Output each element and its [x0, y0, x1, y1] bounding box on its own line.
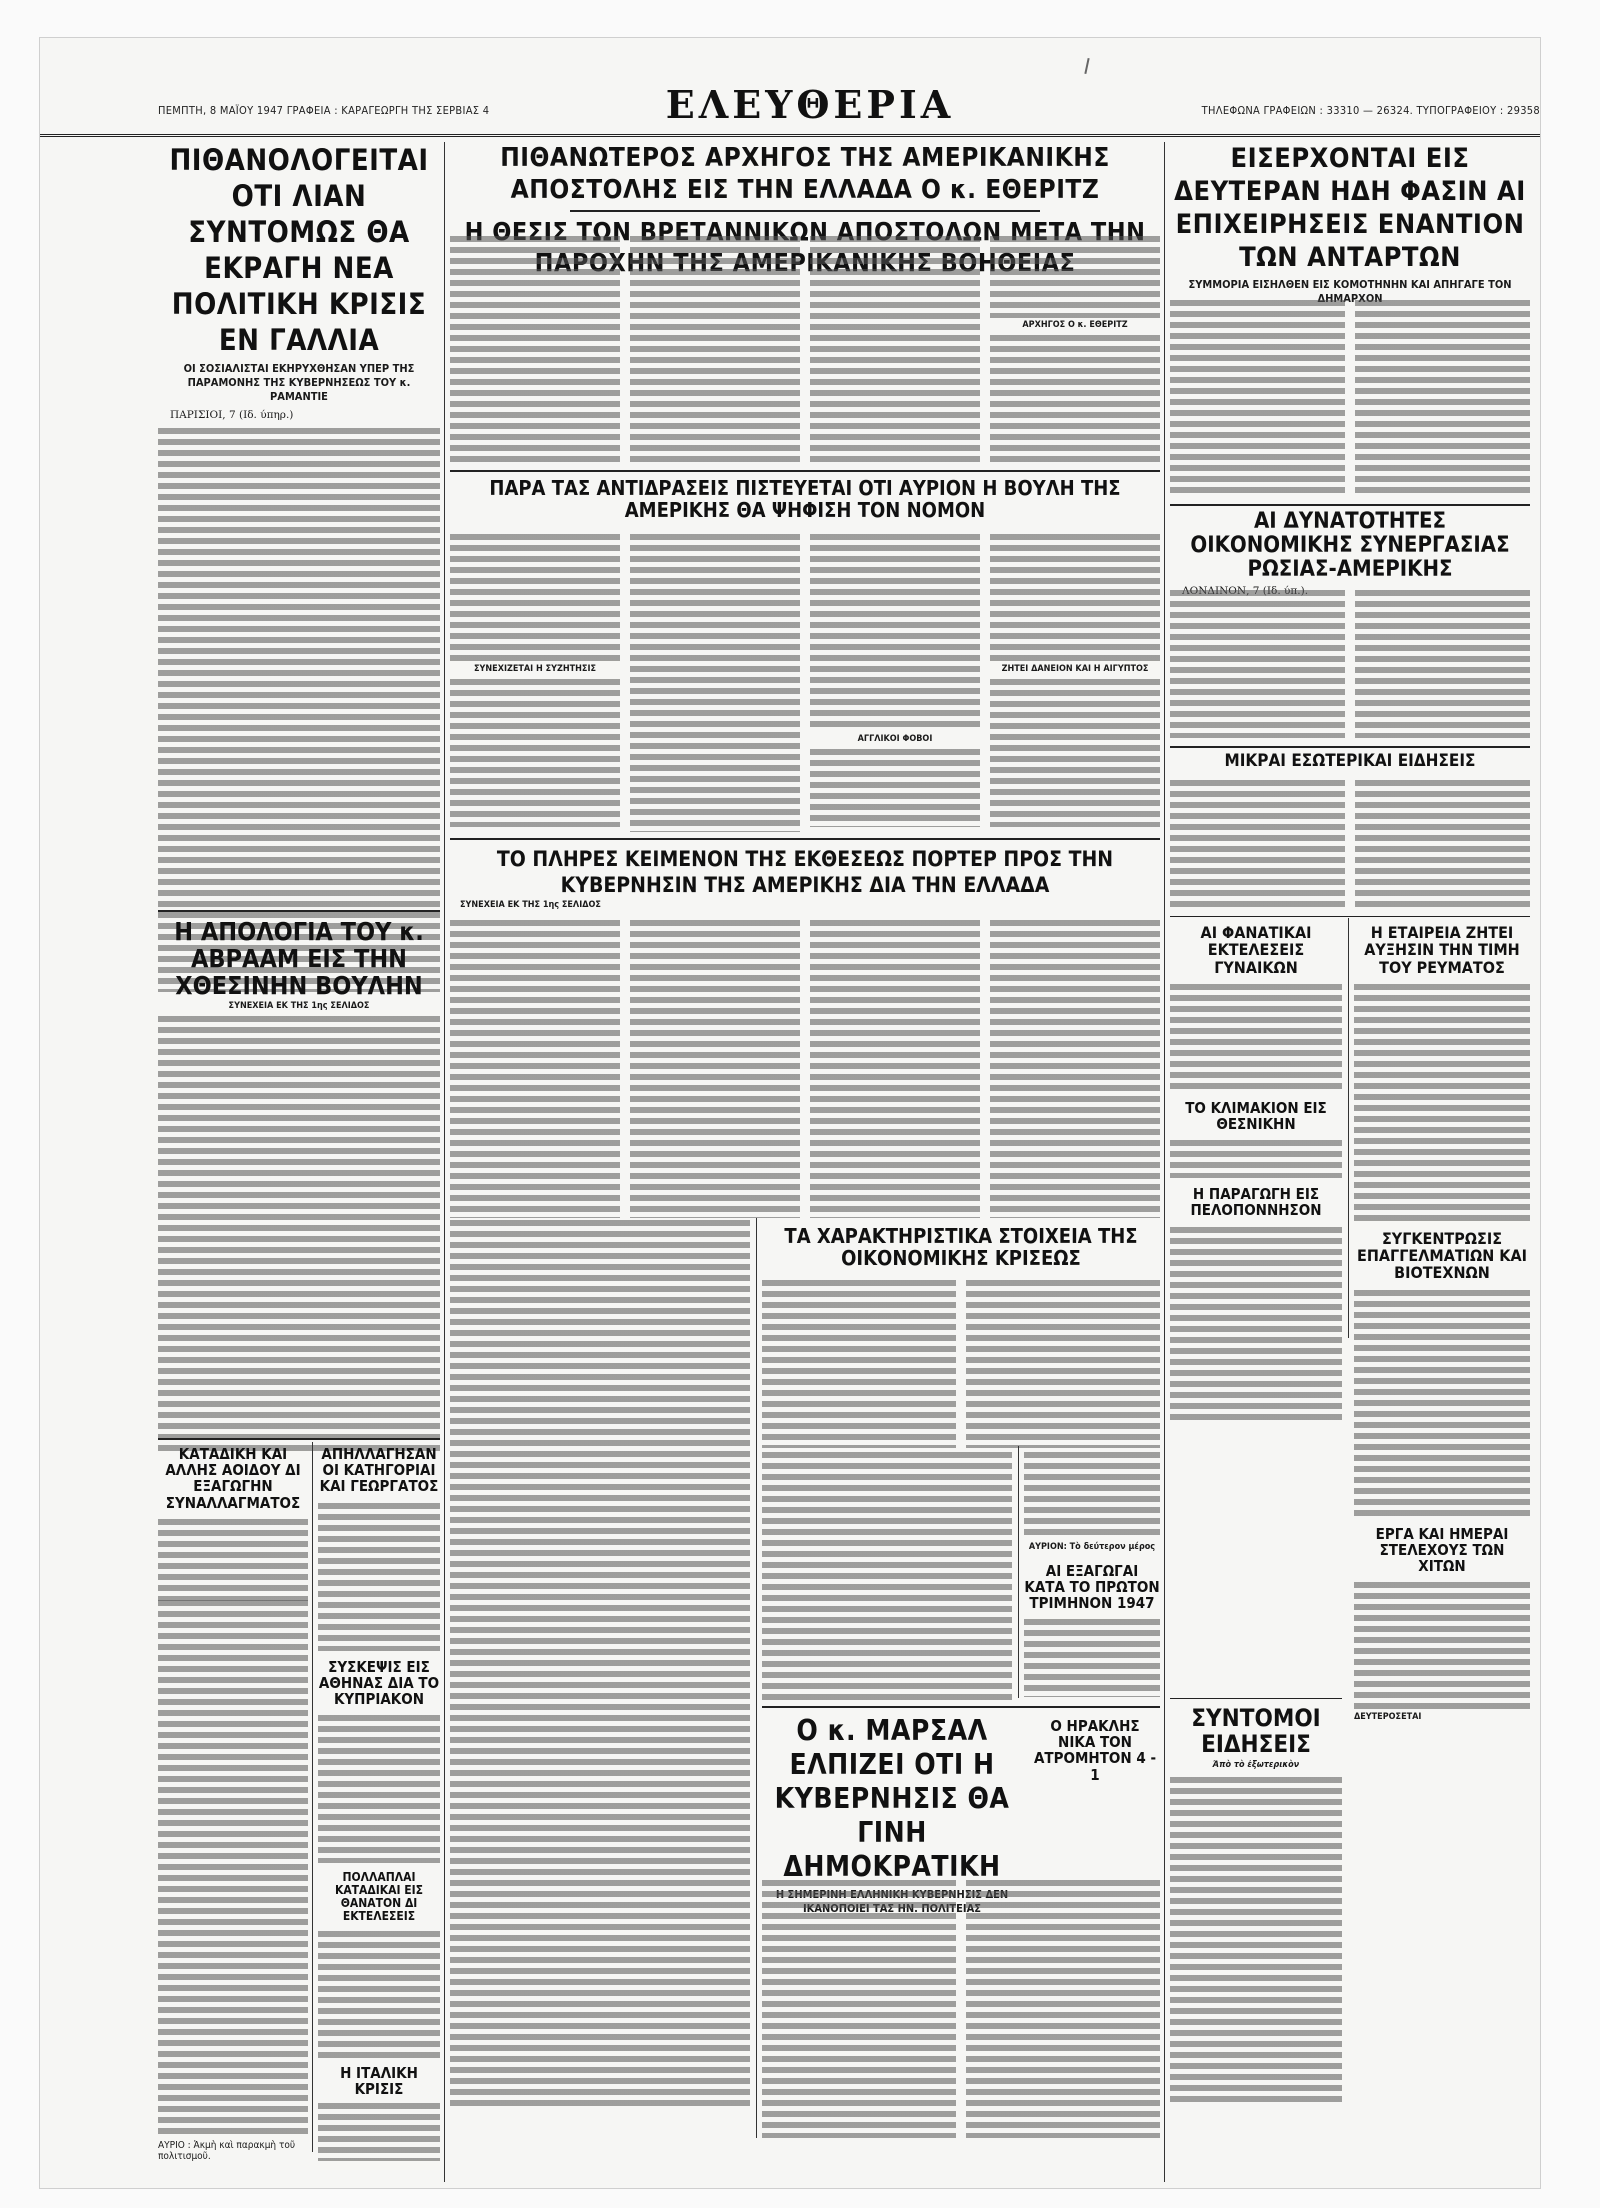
column-rule [1348, 918, 1349, 1338]
article-etheritz-body [450, 234, 1160, 464]
article-body [810, 747, 980, 827]
article-body [450, 234, 620, 464]
vote-subhead-2: ΑΓΓΛΙΚΟΙ ΦΟΒΟΙ [857, 734, 933, 744]
section-rule [1170, 746, 1530, 748]
headline-fanatikai: ΑΙ ΦΑΝΑΤΙΚΑΙ ΕΚΤΕΛΕΣΕΙΣ ΓΥΝΑΙΚΩΝ [1200, 923, 1312, 977]
headline-crisis: ΤΑ ΧΑΡΑΚΤΗΡΙΣΤΙΚΑ ΣΤΟΙΧΕΙΑ ΤΗΣ ΟΙΚΟΝΟΜΙΚΗΣ ΚΡΙΣΕΩΣ [784, 1224, 1138, 1270]
article-body [1354, 1580, 1530, 1710]
article-exports [1024, 1450, 1160, 1697]
section-rule [1170, 504, 1530, 506]
headline-synkentroseis: ΣΥΓΚΕΝΤΡΩΣΙΣ ΕΠΑΓΓΕΛΜΑΤΙΩΝ ΚΑΙ ΒΙΟΤΕΧΝΩΝ [1357, 1228, 1527, 1283]
article-body [1355, 778, 1530, 908]
article-body [1170, 1775, 1342, 2105]
article-katadiki [158, 1446, 308, 1601]
article-body [158, 1598, 308, 2138]
vote-subhead-3: ΖΗΤΕΙ ΔΑΝΕΙΟΝ ΚΑΙ Η ΑΙΓΥΠΤΟΣ [1001, 664, 1149, 674]
article-avraam [158, 918, 440, 1454]
masthead-phones: ΤΗΛΕΦΩΝΑ ΓΡΑΦΕΙΩΝ : 33310 — 26324. ΤΥΠΟΓΡΑΦΕΙΟΥ : 29358 [1201, 104, 1540, 117]
dateline-france: ΠΑΡΙΣΙΟΙ, 7 (Ιδ. ύπηρ.) [170, 409, 294, 422]
subhead-british: Η ΘΕΣΙΣ ΤΩΝ ΒΡΕΤΑΝΝΙΚΩΝ ΑΠΟΣΤΟΛΩΝ ΜΕΤΑ ΤΗΝ ΠΑΡΟΧΗΝ ΤΗΣ ΑΜΕΡΙΚΑΝΙΚΗΣ ΒΟΗΘΕΙΑΣ [464, 217, 1146, 277]
article-body [1170, 1225, 1342, 1425]
article-crisis-body [762, 1278, 1160, 1448]
article-body [1170, 982, 1342, 1092]
article-body-cont [158, 1598, 308, 2162]
article-apelagisan [318, 1446, 440, 2161]
article-body [810, 234, 980, 464]
article-body [630, 234, 800, 464]
article-body [1355, 298, 1530, 498]
section-rule [1170, 916, 1530, 917]
article-body [630, 532, 800, 832]
article-syntomoi [1170, 1706, 1342, 2105]
column-rule [444, 142, 445, 2182]
vote-subhead-1: ΣΥΝΕΧΙΖΕΤΑΙ Η ΣΥΖΗΤΗΣΙΣ [474, 664, 596, 674]
section-rule [158, 1438, 440, 1440]
article-body [1354, 1288, 1530, 1518]
headline-etheritz: ΠΙΘΑΝΩΤΕΡΟΣ ΑΡΧΗΓΟΣ ΤΗΣ ΑΜΕΡΙΚΑΝΙΚΗΣ ΑΠΟΣΤΟΛΗΣ ΕΙΣ ΤΗΝ ΕΛΛΑΔΑ Ο κ. ΕΘΕΡΙΤΖ [500, 143, 1110, 205]
article-body [762, 1878, 956, 2138]
subhead-antartes: ΣΥΜΜΟΡΙΑ ΕΙΣΗΛΘΕΝ ΕΙΣ ΚΟΜΟΤΗΝΗΝ ΚΑΙ ΑΠΗΓΑΓΕ ΤΟΝ ΔΗΜΑΡΧΟΝ [1188, 278, 1512, 305]
article-body [990, 918, 1160, 1218]
headline-skepsis: ΣΥΣΚΕΨΙΣ ΕΙΣ ΑΘΗΝΑΣ ΔΙΑ ΤΟ ΚΥΠΡΙΑΚΟΝ [318, 1657, 440, 1708]
article-body [318, 1501, 440, 1651]
newspaper-page [40, 38, 1540, 2188]
masthead [40, 38, 1540, 137]
subhead-france: ΟΙ ΣΟΣΙΑΛΙΣΤΑΙ ΕΚΗΡΥΧΘΗΣΑΝ ΥΠΕΡ ΤΗΣ ΠΑΡΑΜΟΝΗΣ ΤΗΣ ΚΥΒΕΡΝΗΣΕΩΣ ΤΟΥ κ. ΡΑΜΑΝΤΙΕ [183, 362, 415, 403]
headline-herakles: Ο ΗΡΑΚΛΗΣ ΝΙΚΑ ΤΟΝ ΑΤΡΟΜΗΤΟΝ 4 - 1 [1033, 1717, 1157, 1784]
continuation-note: ΣΥΝΕΧΕΙΑ ΕΚ ΤΗΣ 1ης ΣΕΛΙΔΟΣ [460, 900, 601, 910]
article-body [630, 918, 800, 1218]
column-rule [1018, 1446, 1019, 1698]
headline-exports: ΑΙ ΕΞΑΓΩΓΑΙ ΚΑΤΑ ΤΟ ΠΡΩΤΟΝ ΤΡΙΜΗΝΟΝ 1947 [1024, 1561, 1160, 1613]
article-body [966, 1878, 1160, 2138]
article-body [158, 1517, 308, 1601]
dateline-russia: ΛΟΝΔΙΝΟΝ, 7 (Ιδ. ύπ.). [1182, 585, 1309, 598]
headline-paragogi: Η ΠΑΡΑΓΩΓΗ ΕΙΣ ΠΕΛΟΠΟΝΝΗΣΟΝ [1190, 1185, 1322, 1220]
column-rule [1164, 142, 1165, 2182]
article-fanatikai [1170, 924, 1342, 1425]
article-russia-body [1170, 588, 1530, 738]
syntomoi-subhead: Ἀπὸ τὸ ἐξωτερικὸν [1212, 1759, 1300, 1770]
article-body [318, 2101, 440, 2161]
headline-etaireia: Η ΕΤΑΙΡΕΙΑ ΖΗΤΕΙ ΑΥΞΗΣΙΝ ΤΗΝ ΤΙΜΗ ΤΟΥ ΡΕΥΜΑΤΟΣ [1364, 923, 1520, 977]
headline-mikrai: ΜΙΚΡΑΙ ΕΣΩΤΕΡΙΚΑΙ ΕΙΔΗΣΕΙΣ [1224, 751, 1476, 771]
article-body [1024, 1450, 1160, 1540]
section-rule [762, 1706, 1160, 1708]
article-body [990, 677, 1160, 827]
article-marshall-body [762, 1878, 1160, 2138]
deftera-note: ΔΕΥΤΕΡΟΣΕΤΑΙ [1354, 1712, 1422, 1723]
article-body [810, 532, 980, 732]
article-mikrai [1170, 752, 1530, 770]
masthead-date-address: ΠΕΜΠΤΗ, 8 ΜΑΪΟΥ 1947 ΓΡΑΦΕΙΑ : ΚΑΡΑΓΕΩΡΓΗ ΤΗΣ ΣΕΡΒΙΑΣ 4 [158, 104, 490, 117]
headline-russia: ΑΙ ΔΥΝΑΤΟΤΗΤΕΣ ΟΙΚΟΝΟΜΙΚΗΣ ΣΥΝΕΡΓΑΣΙΑΣ ΡΩΣΙΑΣ-ΑΜΕΡΙΚΗΣ [1190, 509, 1510, 582]
headline-marshall: Ο κ. ΜΑΡΣΑΛ ΕΛΠΙΖΕΙ ΟΤΙ Η ΚΥΒΕΡΝΗΣΙΣ ΘΑ ΓΙΝΗ ΔΗΜΟΚΡΑΤΙΚΗ [774, 1714, 1010, 1883]
article-porter-cont [450, 1218, 750, 2118]
headline-klimakion: ΤΟ ΚΛΙΜΑΚΙΟΝ ΕΙΣ ΘΕΣΝΙΚΗΝ [1185, 1098, 1327, 1133]
section-rule [158, 910, 440, 912]
article-body [450, 918, 620, 1218]
article-body [990, 532, 1160, 662]
article-herakles [1030, 1718, 1160, 1783]
author-subhead: ΑΡΧΗΓΟΣ Ο κ. ΕΘΕΡΙΤΖ [1022, 320, 1128, 330]
article-body [762, 1278, 956, 1448]
article-body [1170, 1138, 1342, 1178]
headline-italiki: Η ΙΤΑΛΙΚΗ ΚΡΙΣΙΣ [340, 2063, 418, 2099]
article-body [1170, 778, 1345, 908]
headline-porter: ΤΟ ΠΛΗΡΕΣ ΚΕΙΜΕΝΟΝ ΤΗΣ ΕΚΘΕΣΕΩΣ ΠΟΡΤΕΡ ΠΡΟΣ ΤΗΝ ΚΥΒΕΡΝΗΣΙΝ ΤΗΣ ΑΜΕΡΙΚΗΣ ΔΙΑ ΤΗΝ ΕΛΛΑΔΑ [496, 847, 1114, 897]
column-rule [312, 1442, 313, 2152]
article-body [318, 1929, 440, 2059]
article-body [450, 1218, 750, 2108]
article-body [1170, 588, 1345, 738]
headline-france: ΠΙΘΑΝΟΛΟΓΕΙΤΑΙ ΟΤΙ ΛΙΑΝ ΣΥΝΤΟΜΩΣ ΘΑ ΕΚΡΑΓΗ ΝΕΑ ΠΟΛΙΤΙΚΗ ΚΡΙΣΙΣ ΕΝ ΓΑΛΛΙΑ [169, 143, 429, 357]
headline-erga: ΕΡΓΑ ΚΑΙ ΗΜΕΡΑΙ ΣΤΕΛΕΧΟΥΣ ΤΩΝ ΧΙΤΩΝ [1375, 1524, 1509, 1575]
article-porter [450, 846, 1160, 913]
article-body [990, 234, 1160, 318]
article-etaireia [1354, 924, 1530, 1725]
article-antartes-body [1170, 298, 1530, 498]
article-vote-body [450, 532, 1160, 832]
headline-vote: ΠΑΡΑ ΤΑΣ ΑΝΤΙΔΡΑΣΕΙΣ ΠΙΣΤΕΥΕΤΑΙ ΟΤΙ ΑΥΡΙΟΝ Η ΒΟΥΛΗ ΤΗΣ ΑΜΕΡΙΚΗΣ ΘΑ ΨΗΦΙΣΗ ΤΟΝ ΝΟΜΟΝ [489, 476, 1121, 522]
subhead-marshall: Η ΣΗΜΕΡΙΝΗ ΕΛΛΗΝΙΚΗ ΚΥΒΕΡΝΗΣΙΣ ΔΕΝ ΙΚΑΝΟΠΟΙΕΙ ΤΑΣ ΗΝ. ΠΟΛΙΤΕΙΑΣ [775, 1888, 1009, 1915]
article-antartes [1170, 142, 1530, 312]
article-body [762, 1450, 1012, 1700]
newspaper-title: ΕΛΕΥΘΕΡΙΑ [665, 82, 955, 127]
article-porter-body [450, 918, 1160, 1218]
article-vote [450, 478, 1160, 521]
section-rule [450, 838, 1160, 840]
article-body [966, 1278, 1160, 1448]
headline-apelagisan: ΑΠΗΛΛΑΓΗΣΑΝ ΟΙ ΚΑΤΗΓΟΡΙΑΙ ΚΑΙ ΓΕΩΡΓΑΤΟΣ [319, 1445, 439, 1496]
aurion-note: ΑΥΡΙΟΝ: Τὸ δεύτερον μέρος [1028, 1542, 1156, 1552]
column-rule [756, 1218, 757, 2138]
closing-note: ΑΥΡΙΟ : Ἀκμὴ καὶ παρακμὴ τοῦ πολιτισμοῦ. [158, 2140, 296, 2162]
article-body [450, 677, 620, 827]
article-body [1170, 298, 1345, 498]
article-crisis-cont [762, 1450, 1012, 1710]
article-body [990, 333, 1160, 464]
headline-avraam: Η ΑΠΟΛΟΓΙΑ ΤΟΥ κ. ΑΒΡΑΑΜ ΕΙΣ ΤΗΝ ΧΘΕΣΙΝΗΝ ΒΟΥΛΗΝ [174, 917, 424, 1000]
headline-syntomoi: ΣΥΝΤΟΜΟΙ ΕΙΔΗΣΕΙΣ [1191, 1704, 1321, 1758]
section-rule [450, 470, 1160, 472]
article-body [810, 918, 980, 1218]
headline-antartes: ΕΙΣΕΡΧΟΝΤΑΙ ΕΙΣ ΔΕΥΤΕΡΑΝ ΗΔΗ ΦΑΣΙΝ ΑΙ ΕΠΙΧΕΙΡΗΣΕΙΣ ΕΝΑΝΤΙΟΝ ΤΩΝ ΑΝΤΑΡΤΩΝ [1174, 143, 1526, 273]
article-body [158, 1014, 440, 1454]
continuation-note: ΣΥΝΕΧΕΙΑ ΕΚ ΤΗΣ 1ης ΣΕΛΙΔΟΣ [228, 1001, 370, 1011]
article-mikrai-body [1170, 778, 1530, 908]
article-body [318, 1713, 440, 1863]
article-body [1354, 982, 1530, 1222]
article-body [1024, 1617, 1160, 1697]
section-rule [1170, 1698, 1342, 1699]
article-crisis [762, 1226, 1160, 1269]
article-body [1355, 588, 1530, 738]
article-body [450, 532, 620, 662]
headline-katadikai: ΠΟΛΛΑΠΛΑΙ ΚΑΤΑΔΙΚΑΙ ΕΙΣ ΘΑΝΑΤΟΝ ΔΙ ΕΚΤΕΛΕΣΕΙΣ [334, 1870, 424, 1923]
article-body [158, 426, 440, 992]
headline-katadiki: ΚΑΤΑΔΙΚΗ ΚΑΙ ΑΛΛΗΣ ΑΟΙΔΟΥ ΔΙ ΕΞΑΓΩΓΗΝ ΣΥΝΑΛΛΑΓΜΑΤΟΣ [165, 1445, 301, 1512]
